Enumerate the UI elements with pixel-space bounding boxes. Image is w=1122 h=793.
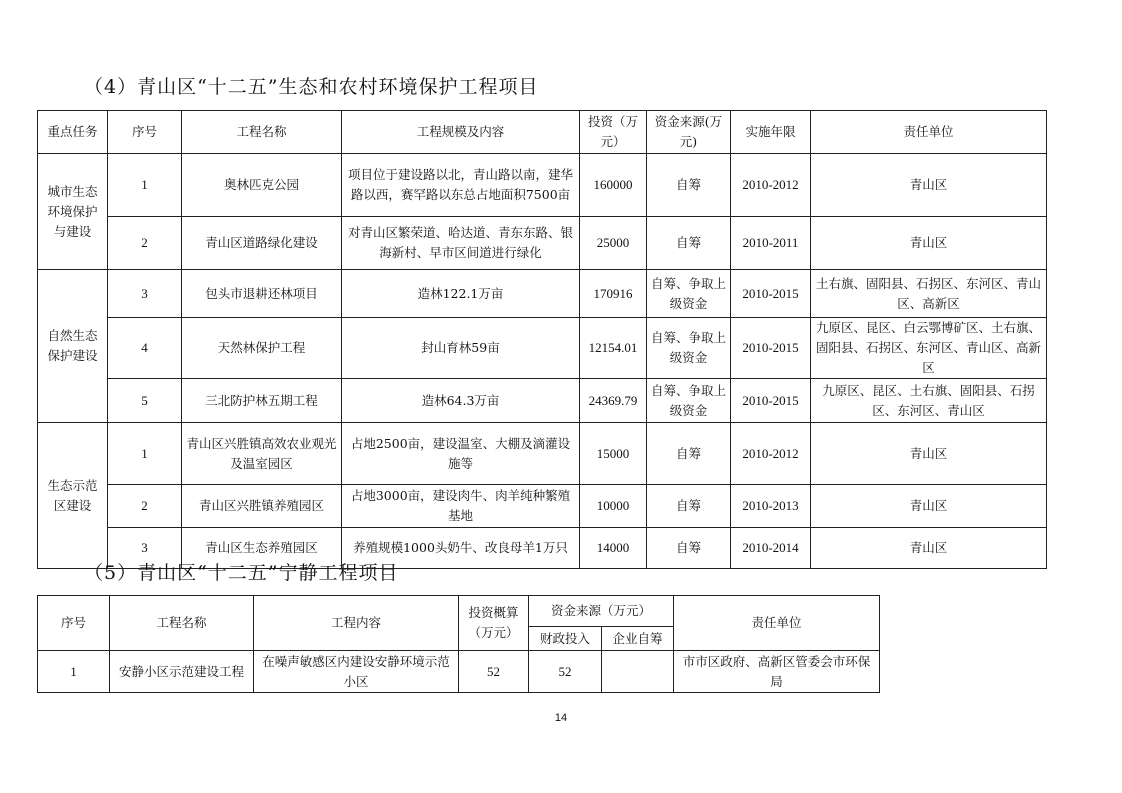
header-unit: 责任单位 [811, 111, 1047, 154]
section-4-title: （4）青山区“十二五”生态和农村环境保护工程项目 [84, 76, 539, 98]
table-header-row [38, 111, 1047, 154]
unit-cell: 青山区 [811, 217, 1047, 270]
table-row [38, 423, 1047, 485]
name-cell: 天然林保护工程 [182, 318, 342, 379]
task-cell: 城市生态环境保护与建设 [38, 154, 108, 270]
seq-cell: 2 [108, 485, 182, 528]
table-row [38, 485, 1047, 528]
unit-cell: 青山区 [811, 485, 1047, 528]
content-cell: 占地2500亩，建设温室、大棚及滴灌设施等 [342, 423, 580, 485]
period-cell: 2010-2015 [731, 318, 811, 379]
content-cell: 造林122.1万亩 [342, 270, 580, 318]
header-name: 工程名称 [182, 111, 342, 154]
content-cell: 养殖规模1000头奶牛、改良母羊1万只 [342, 528, 580, 569]
unit-cell: 青山区 [811, 423, 1047, 485]
header-source: 资金来源（万元） [529, 596, 674, 627]
investment-cell: 160000 [580, 154, 647, 217]
table-header-row [38, 596, 880, 627]
page-number: 14 [554, 712, 568, 724]
unit-cell: 九原区、昆区、白云鄂博矿区、土右旗、固阳县、石拐区、东河区、青山区、高新区 [811, 318, 1047, 379]
source-cell: 自筹、争取上级资金 [647, 318, 731, 379]
source-cell: 自筹 [647, 423, 731, 485]
header-fiscal: 财政投入 [529, 627, 602, 651]
content-cell: 项目位于建设路以北，青山路以南，建华路以西，赛罕路以东总占地面积7500亩 [342, 154, 580, 217]
header-budget: 投资概算（万元） [459, 596, 529, 651]
task-cell: 自然生态保护建设 [38, 270, 108, 423]
header-content: 工程内容 [254, 596, 459, 651]
source-cell: 自筹 [647, 485, 731, 528]
period-cell: 2010-2011 [731, 217, 811, 270]
period-cell: 2010-2012 [731, 423, 811, 485]
seq-cell: 2 [108, 217, 182, 270]
seq-cell: 1 [108, 154, 182, 217]
header-seq: 序号 [38, 596, 110, 651]
investment-cell: 14000 [580, 528, 647, 569]
content-cell: 封山育林59亩 [342, 318, 580, 379]
seq-cell: 5 [108, 379, 182, 423]
unit-cell: 土右旗、固阳县、石拐区、东河区、青山区、高新区 [811, 270, 1047, 318]
name-cell: 青山区兴胜镇高效农业观光及温室园区 [182, 423, 342, 485]
investment-cell: 170916 [580, 270, 647, 318]
content-cell: 在噪声敏感区内建设安静环境示范小区 [254, 651, 459, 693]
header-period: 实施年限 [731, 111, 811, 154]
header-self: 企业自筹 [602, 627, 674, 651]
table-row [38, 379, 1047, 423]
unit-cell: 青山区 [811, 528, 1047, 569]
name-cell: 包头市退耕还林项目 [182, 270, 342, 318]
header-content: 工程规模及内容 [342, 111, 580, 154]
source-cell: 自筹 [647, 528, 731, 569]
header-name: 工程名称 [110, 596, 254, 651]
source-cell: 自筹 [647, 154, 731, 217]
source-cell: 自筹 [647, 217, 731, 270]
header-source: 资金来源(万元) [647, 111, 731, 154]
table-row [38, 318, 1047, 379]
table-row [38, 270, 1047, 318]
table-row [38, 154, 1047, 217]
unit-cell: 市市区政府、高新区管委会市环保局 [674, 651, 880, 693]
source-cell: 自筹、争取上级资金 [647, 379, 731, 423]
eco-projects-table [37, 110, 1047, 569]
seq-cell: 1 [108, 423, 182, 485]
seq-cell: 4 [108, 318, 182, 379]
seq-cell: 1 [38, 651, 110, 693]
period-cell: 2010-2012 [731, 154, 811, 217]
content-cell: 对青山区繁荣道、哈达道、青东东路、银海新村、早市区间道进行绿化 [342, 217, 580, 270]
budget-cell: 52 [459, 651, 529, 693]
seq-cell: 3 [108, 528, 182, 569]
investment-cell: 15000 [580, 423, 647, 485]
table-row [38, 651, 880, 693]
period-cell: 2010-2015 [731, 379, 811, 423]
investment-cell: 10000 [580, 485, 647, 528]
investment-cell: 24369.79 [580, 379, 647, 423]
period-cell: 2010-2015 [731, 270, 811, 318]
period-cell: 2010-2014 [731, 528, 811, 569]
unit-cell: 九原区、昆区、土右旗、固阳县、石拐区、东河区、青山区 [811, 379, 1047, 423]
self-cell [602, 651, 674, 693]
header-investment: 投资（万元） [580, 111, 647, 154]
name-cell: 奥林匹克公园 [182, 154, 342, 217]
investment-cell: 25000 [580, 217, 647, 270]
name-cell: 安静小区示范建设工程 [110, 651, 254, 693]
task-cell: 生态示范区建设 [38, 423, 108, 569]
name-cell: 三北防护林五期工程 [182, 379, 342, 423]
header-seq: 序号 [108, 111, 182, 154]
name-cell: 青山区兴胜镇养殖园区 [182, 485, 342, 528]
table-row [38, 217, 1047, 270]
source-cell: 自筹、争取上级资金 [647, 270, 731, 318]
header-task: 重点任务 [38, 111, 108, 154]
name-cell: 青山区道路绿化建设 [182, 217, 342, 270]
period-cell: 2010-2013 [731, 485, 811, 528]
name-cell: 青山区生态养殖园区 [182, 528, 342, 569]
header-unit: 责任单位 [674, 596, 880, 651]
section-5-title: （5）青山区“十二五”宁静工程项目 [84, 562, 399, 584]
seq-cell: 3 [108, 270, 182, 318]
quiet-projects-table [37, 595, 880, 693]
investment-cell: 12154.01 [580, 318, 647, 379]
content-cell: 造林64.3万亩 [342, 379, 580, 423]
unit-cell: 青山区 [811, 154, 1047, 217]
content-cell: 占地3000亩，建设肉牛、肉羊纯种繁殖基地 [342, 485, 580, 528]
fiscal-cell: 52 [529, 651, 602, 693]
